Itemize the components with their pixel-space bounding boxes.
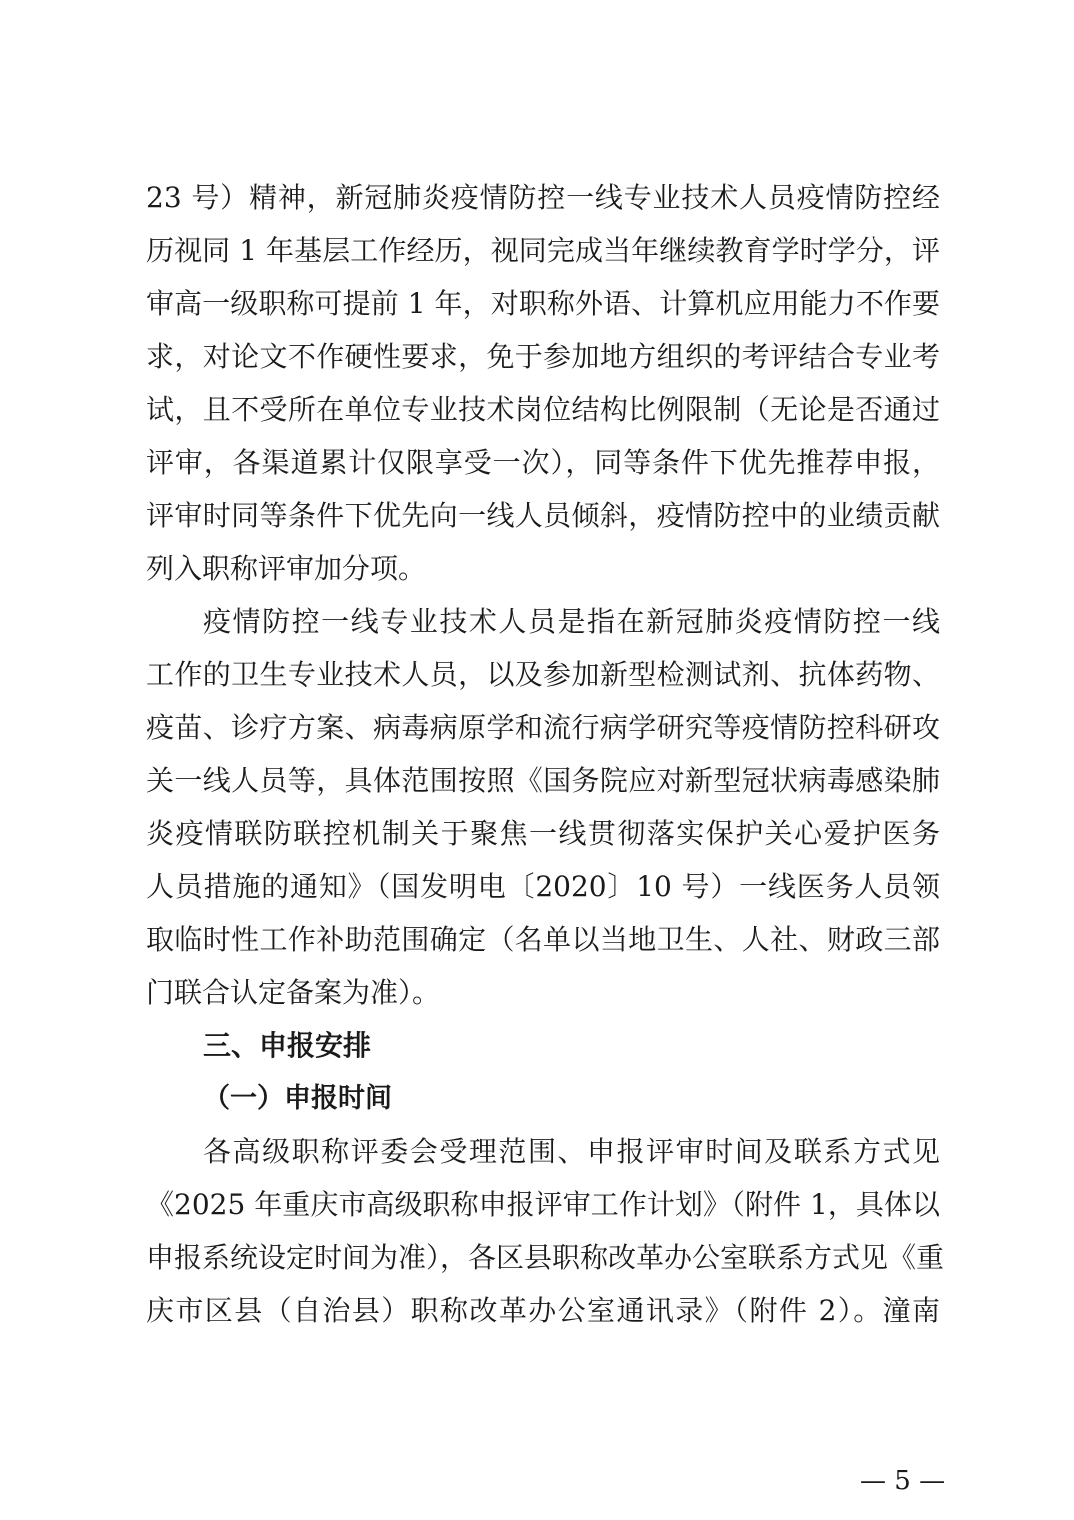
paragraph-2-line: 取临时性工作补助范围确定（名单以当地卫生、人社、财政三部 (146, 923, 940, 956)
paragraph-2-line: 关一线人员等，具体范围按照《国务院应对新型冠状病毒感染肺 (146, 764, 940, 797)
section-heading: 三、申报安排 (203, 1029, 372, 1062)
paragraph-1-line: 求，对论文不作硬性要求，免于参加地方组织的考评结合专业考 (146, 340, 940, 373)
paragraph-2-line: 疫苗、诊疗方案、病毒病原学和流行病学研究等疫情防控科研攻 (146, 711, 940, 744)
paragraph-2-line: 人员措施的通知》（国发明电〔2020〕10 号）一线医务人员领 (146, 870, 940, 903)
paragraph-2-line: 疫情防控一线专业技术人员是指在新冠肺炎疫情防控一线 (203, 605, 940, 638)
paragraph-3-line: 各高级职称评委会受理范围、申报评审时间及联系方式见 (203, 1135, 940, 1168)
paragraph-1-line: 试，且不受所在单位专业技术岗位结构比例限制（无论是否通过 (146, 393, 940, 426)
page-number: — 5 — (860, 1466, 946, 1496)
paragraph-2-line: 炎疫情联防联控机制关于聚焦一线贯彻落实保护关心爱护医务 (146, 817, 940, 850)
paragraph-3-line: 《2025 年重庆市高级职称申报评审工作计划》（附件 1，具体以 (146, 1188, 940, 1221)
paragraph-3-line: 申报系统设定时间为准），各区县职称改革办公室联系方式见《重 (146, 1241, 945, 1274)
paragraph-1-line: 评审，各渠道累计仅限享受一次），同等条件下优先推荐申报， (146, 446, 940, 479)
paragraph-1-line: 评审时同等条件下优先向一线人员倾斜，疫情防控中的业绩贡献 (146, 499, 940, 532)
paragraph-1-line: 列入职称评审加分项。 (146, 552, 427, 585)
paragraph-2-line: 门联合认定备案为准）。 (146, 976, 441, 1009)
paragraph-1-line: 历视同 1 年基层工作经历，视同完成当年继续教育学时学分，评 (146, 234, 940, 267)
paragraph-2-line: 工作的卫生专业技术人员，以及参加新型检测试剂、抗体药物、 (146, 658, 940, 691)
paragraph-1-line: 23 号）精神，新冠肺炎疫情防控一线专业技术人员疫情防控经 (146, 181, 940, 214)
paragraph-1-line: 审高一级职称可提前 1 年，对职称外语、计算机应用能力不作要 (146, 287, 940, 320)
paragraph-3-line: 庆市区县（自治县）职称改革办公室通讯录》（附件 2）。潼南 (146, 1294, 940, 1327)
sub-section-heading: （一）申报时间 (203, 1083, 392, 1114)
